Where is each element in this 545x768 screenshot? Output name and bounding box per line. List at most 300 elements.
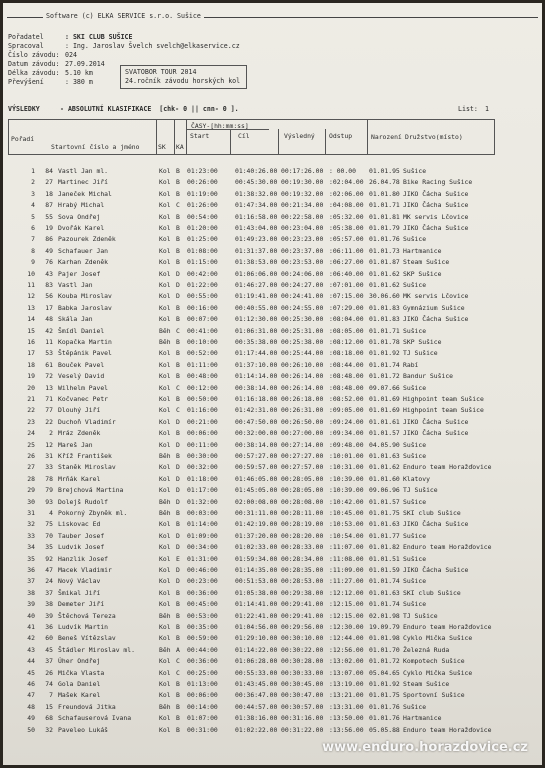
cell-cil: 01:43:04.00 xyxy=(235,224,278,232)
cell-por: 4 xyxy=(31,201,35,210)
cell-por: 46 xyxy=(27,680,35,688)
cell-sk: Kol xyxy=(159,486,171,495)
table-row xyxy=(3,520,542,530)
col-divider xyxy=(174,119,175,155)
cell-start: 00:06:00 xyxy=(187,691,218,700)
cell-cil: 01:06:28.00 xyxy=(235,657,278,666)
cell-nar: 01.01.78 xyxy=(369,338,400,346)
table-row xyxy=(3,691,542,701)
cell-od: :07:29.00 xyxy=(329,303,364,312)
cell-start: 00:54:00 xyxy=(187,212,218,221)
cell-sc: 56 xyxy=(45,292,53,301)
info-value: 024 xyxy=(65,51,77,59)
cell-od: :13:56.00 xyxy=(329,725,364,734)
cell-vys: 00:27:14.00 xyxy=(281,440,324,449)
cell-cil: 01:14:35.00 xyxy=(235,566,278,574)
cell-od: :11:07.00 xyxy=(329,543,364,552)
cell-cil: 01:46:05.00 xyxy=(235,474,278,483)
info-value: 27.09.2014 xyxy=(65,60,105,68)
cell-cil: 01:37:10.00 xyxy=(235,360,278,369)
cell-sc: 13 xyxy=(45,383,53,392)
table-row xyxy=(3,213,542,223)
table-row xyxy=(3,669,542,679)
cell-cil: 00:35:38.00 xyxy=(235,338,278,346)
cell-cil: 01:16:18.00 xyxy=(235,395,278,403)
cell-name: Pokorný Zbyněk ml. xyxy=(58,509,128,517)
cell-nar: 01.01.98 xyxy=(369,634,400,643)
cell-name: Kopačka Martin xyxy=(58,338,112,346)
cell-start: 01:18:00 xyxy=(187,474,218,483)
cell-por: 45 xyxy=(27,668,35,677)
cell-name: Mička Vlasta xyxy=(58,668,105,677)
cell-name: Dolejš Rudolf xyxy=(58,497,109,506)
cell-sk: Kol xyxy=(159,224,171,232)
cell-start: 00:48:00 xyxy=(187,372,218,381)
cell-sc: 39 xyxy=(45,611,53,620)
cell-por: 35 xyxy=(27,554,35,563)
cell-sc: 77 xyxy=(45,406,53,415)
cell-start: 00:50:00 xyxy=(187,395,218,403)
cell-od: :09:34.00 xyxy=(329,429,364,438)
cell-vys: 00:28:11.00 xyxy=(281,509,324,517)
cell-ka: B xyxy=(176,349,180,358)
cell-sk: Kol xyxy=(159,269,171,278)
info-label: Délka závodu: xyxy=(8,69,60,77)
cell-sc: 49 xyxy=(45,246,53,255)
cell-vys: 00:28:35.00 xyxy=(281,566,324,574)
cell-od: :13:21.00 xyxy=(329,691,364,700)
cell-cil: 01:45:05.00 xyxy=(235,486,278,495)
cell-nar: 01.01.95 xyxy=(369,167,400,175)
cell-vys: 00:30:45.00 xyxy=(281,680,324,688)
cell-dr: TJ Sušice xyxy=(403,349,438,358)
cell-sk: Kol xyxy=(159,292,171,301)
cell-ka: C xyxy=(176,201,180,210)
cell-ka: C xyxy=(176,326,180,335)
cell-cil: 00:59:57.00 xyxy=(235,463,278,472)
cell-nar: 01.01.76 xyxy=(369,702,400,711)
info-label: Číslo závodu: xyxy=(8,51,60,59)
cell-od: :05:38.00 xyxy=(329,224,364,232)
cell-ka: B xyxy=(176,315,180,324)
tour-subtitle: 24.ročník závodu horských kol xyxy=(125,77,241,85)
cell-sc: 84 xyxy=(45,167,53,175)
cell-sk: Běh xyxy=(159,326,171,335)
cell-por: 31 xyxy=(27,509,35,517)
cell-sk: Kol xyxy=(159,429,171,438)
cell-nar: 09.07.66 xyxy=(369,383,400,392)
cell-vys: 00:30:33.00 xyxy=(281,668,324,677)
cell-ka: B xyxy=(176,224,180,232)
cell-dr: Enduro team Horažďovice xyxy=(403,463,492,472)
cell-name: Beneš Vítězslav xyxy=(58,634,116,643)
cell-sc: 47 xyxy=(45,566,53,574)
cell-sc: 33 xyxy=(45,463,53,472)
cell-nar: 05.04.65 xyxy=(369,668,400,677)
cell-od: :10:45.00 xyxy=(329,509,364,517)
cell-dr: Sušice xyxy=(403,702,427,711)
cell-name: Gola Daniel xyxy=(58,680,101,688)
cell-name: Dlouhý Jiří xyxy=(58,406,101,415)
cell-sc: 83 xyxy=(45,281,53,289)
cell-cil: 01:06:06.00 xyxy=(235,269,278,278)
cell-nar: 01.01.72 xyxy=(369,657,400,666)
cell-sc: 19 xyxy=(45,224,53,232)
cell-sc: 60 xyxy=(45,634,53,643)
cell-vys: 00:26:31.00 xyxy=(281,406,324,415)
cell-cil: 01:59:34.00 xyxy=(235,554,278,563)
info-value: : Ing. Jaroslav Švelch svelch@elkaservice.cz xyxy=(65,42,240,50)
table-row xyxy=(3,452,542,462)
cell-por: 19 xyxy=(27,372,35,381)
cell-dr: JIKO Čácha Sušice xyxy=(403,520,469,529)
cell-name: Kočvanec Petr xyxy=(58,395,109,403)
cell-sc: 17 xyxy=(45,303,53,312)
cell-name: Hrabý Michal xyxy=(58,201,105,210)
cell-vys: 00:24:27.00 xyxy=(281,281,324,289)
cell-start: 00:59:00 xyxy=(187,634,218,643)
info-label: Převýšení xyxy=(8,78,44,86)
col-ka: KA xyxy=(176,143,184,151)
cell-dr: MK servis Lčovice xyxy=(403,212,469,221)
cell-ka: B xyxy=(176,303,180,312)
cell-ka: B xyxy=(176,714,180,723)
cell-name: Paveleo Lukáš xyxy=(58,725,109,734)
cell-nar: 01.01.87 xyxy=(369,258,400,267)
cell-nar: 01.01.76 xyxy=(369,714,400,723)
cell-por: 23 xyxy=(27,417,35,426)
cell-dr: Sušice xyxy=(403,497,427,506)
table-row xyxy=(3,589,542,599)
cell-dr: JIKO Čácha Sušice xyxy=(403,224,469,232)
cell-nar: 01.01.77 xyxy=(369,531,400,540)
cell-ka: B xyxy=(176,246,180,255)
cell-cil: 01:19:41.00 xyxy=(235,292,278,301)
cell-od: :08:18.00 xyxy=(329,349,364,358)
cell-cil: 00:47:50.00 xyxy=(235,417,278,426)
cell-dr: Highpoint team Sušice xyxy=(403,406,484,415)
cell-sk: Běh xyxy=(159,702,171,711)
cell-sk: Kol xyxy=(159,657,171,666)
cell-por: 11 xyxy=(27,281,35,289)
cell-nar: 02.01.98 xyxy=(369,611,400,620)
table-row xyxy=(3,201,542,211)
cell-vys: 00:24:55.00 xyxy=(281,303,324,312)
cell-nar: 01.01.74 xyxy=(369,600,400,609)
cell-por: 13 xyxy=(27,303,35,312)
col-poradi: Pořadí xyxy=(11,135,35,143)
cell-sk: Kol xyxy=(159,600,171,609)
cell-od: :10:39.00 xyxy=(329,474,364,483)
table-header-rule xyxy=(8,154,495,155)
cell-start: 01:25:00 xyxy=(187,235,218,244)
cell-sk: Kol xyxy=(159,566,171,574)
cell-od: :13:02.00 xyxy=(329,657,364,666)
cell-dr: TJ Sušice xyxy=(403,611,438,620)
col-vysledny: Výsledný xyxy=(284,132,315,140)
table-row xyxy=(3,441,542,451)
table-top-rule xyxy=(8,119,495,120)
cell-dr: Highpoint team Sušice xyxy=(403,395,484,403)
cell-cil: 01:14:22.00 xyxy=(235,645,278,654)
cell-name: Pajer Josef xyxy=(58,269,101,278)
cell-sk: Kol xyxy=(159,725,171,734)
cell-ka: D xyxy=(176,577,180,586)
table-row xyxy=(3,406,542,416)
cell-dr: TJ Sušice xyxy=(403,486,438,495)
cell-start: 00:21:00 xyxy=(187,417,218,426)
cell-dr: Sušice xyxy=(403,235,427,244)
cell-dr: Sušice xyxy=(403,281,427,289)
cell-sk: Kol xyxy=(159,463,171,472)
cell-name: Štádler Miroslav ml. xyxy=(58,645,135,654)
cell-sk: Kol xyxy=(159,668,171,677)
table-row xyxy=(3,532,542,542)
cell-od: :07:15.00 xyxy=(329,292,364,301)
cell-cil: 01:46:27.00 xyxy=(235,281,278,289)
table-row xyxy=(3,235,542,245)
cell-dr: JIKO Čácha Sušice xyxy=(403,315,469,324)
cell-por: 27 xyxy=(27,463,35,472)
cell-cil: 01:49:23.00 xyxy=(235,235,278,244)
cell-por: 22 xyxy=(27,406,35,415)
cell-dr: Cyklo Mička Sušice xyxy=(403,634,473,643)
col-casy: ČASY-[hh:mm:ss] xyxy=(191,122,249,130)
cell-start: 01:22:00 xyxy=(187,281,218,289)
cell-sk: Kol xyxy=(159,360,171,369)
info-label: Spracoval xyxy=(8,42,44,50)
cell-od: :06:27.00 xyxy=(329,258,364,267)
cell-cil: 01:12:30.00 xyxy=(235,315,278,324)
cell-sc: 76 xyxy=(45,258,53,267)
cell-dr: Sušice xyxy=(403,326,427,335)
cell-dr: SKI club Sušice xyxy=(403,509,461,517)
cell-name: Schafauserová Ivana xyxy=(58,714,132,723)
cell-vys: 00:30:57.00 xyxy=(281,702,324,711)
cell-sc: 87 xyxy=(45,201,53,210)
cell-sc: 72 xyxy=(45,372,53,381)
cell-sc: 32 xyxy=(45,725,53,734)
results-sheet xyxy=(3,3,542,765)
cell-vys: 00:26:10.00 xyxy=(281,360,324,369)
cell-dr: JIKO Čácha Sušice xyxy=(403,201,469,210)
cell-cil: 01:16:58.00 xyxy=(235,212,278,221)
cell-start: 00:36:00 xyxy=(187,588,218,597)
table-row xyxy=(3,178,542,188)
cell-ka: B xyxy=(176,600,180,609)
table-row xyxy=(3,566,542,576)
cell-vys: 00:29:38.00 xyxy=(281,588,324,597)
cell-start: 01:19:00 xyxy=(187,189,218,198)
cell-dr: Enduro team Horažďovice xyxy=(403,543,492,552)
cell-nar: 01.01.69 xyxy=(369,395,400,403)
cell-por: 30 xyxy=(27,497,35,506)
cell-ka: B xyxy=(176,258,180,267)
cell-ka: B xyxy=(176,520,180,529)
cell-od: :06:11.00 xyxy=(329,246,364,255)
cell-name: Babka Jaroslav xyxy=(58,303,112,312)
cell-od: :08:04.00 xyxy=(329,315,364,324)
cell-ka: D xyxy=(176,417,180,426)
col-start: Start xyxy=(190,132,210,140)
cell-por: 1 xyxy=(31,167,35,175)
cell-vys: 00:23:53.00 xyxy=(281,258,324,267)
cell-vys: 00:26:14.00 xyxy=(281,372,324,381)
cell-vys: 00:29:56.00 xyxy=(281,623,324,631)
cell-dr: Sušice xyxy=(403,440,427,449)
cell-cil: 00:40:55.00 xyxy=(235,303,278,312)
table-row xyxy=(3,258,542,268)
cell-vys: 00:24:41.00 xyxy=(281,292,324,301)
cell-sk: Kol xyxy=(159,474,171,483)
cell-dr: Enduro team Horažďovice xyxy=(403,725,492,734)
cell-por: 3 xyxy=(31,189,35,198)
cell-start: 00:25:00 xyxy=(187,668,218,677)
cell-por: 5 xyxy=(31,212,35,221)
cell-od: :10:54.00 xyxy=(329,531,364,540)
cell-ka: D xyxy=(176,497,180,506)
cell-por: 7 xyxy=(31,235,35,244)
table-row xyxy=(3,327,542,337)
cell-start: 00:30:00 xyxy=(187,452,218,460)
cell-ka: B xyxy=(176,429,180,438)
table-row xyxy=(3,418,542,428)
cell-sk: Kol xyxy=(159,714,171,723)
cell-por: 43 xyxy=(27,645,35,654)
cell-sk: Kol xyxy=(159,623,171,631)
cell-vys: 00:30:10.00 xyxy=(281,634,324,643)
cell-nar: 01.01.83 xyxy=(369,303,400,312)
cell-vys: 00:23:04.00 xyxy=(281,224,324,232)
cell-vys: 00:19:30.00 xyxy=(281,178,324,187)
cell-vys: 00:25:38.00 xyxy=(281,338,324,346)
cell-od: :09:05.00 xyxy=(329,406,364,415)
cell-por: 14 xyxy=(27,315,35,324)
tour-title: SVATOBOR TOUR 2014 xyxy=(125,68,197,76)
cell-name: Štěchová Tereza xyxy=(58,611,116,620)
cell-od: :10:01.00 xyxy=(329,452,364,460)
cell-sc: 7 xyxy=(49,691,53,700)
info-value: 5.10 km xyxy=(65,69,93,77)
cell-cil: 01:42:31.00 xyxy=(235,406,278,415)
cell-por: 21 xyxy=(27,395,35,403)
cell-vys: 00:23:23.00 xyxy=(281,235,324,244)
cell-start: 00:32:00 xyxy=(187,463,218,472)
cell-por: 24 xyxy=(27,429,35,438)
cell-ka: A xyxy=(176,645,180,654)
cell-nar: 01.01.63 xyxy=(369,452,400,460)
cell-start: 00:12:00 xyxy=(187,383,218,392)
cell-sk: Kol xyxy=(159,531,171,540)
cell-start: 01:32:00 xyxy=(187,497,218,506)
cell-od: :10:39.00 xyxy=(329,486,364,495)
cell-por: 34 xyxy=(27,543,35,552)
col-divider xyxy=(367,119,368,155)
cell-od: :07:01.00 xyxy=(329,281,364,289)
cell-sc: 79 xyxy=(45,486,53,495)
cell-por: 16 xyxy=(27,338,35,346)
cell-vys: 00:28:05.00 xyxy=(281,486,324,495)
cell-nar: 01.01.71 xyxy=(369,201,400,210)
table-row xyxy=(3,486,542,496)
cell-nar: 01.01.79 xyxy=(369,224,400,232)
cell-start: 00:45:00 xyxy=(187,600,218,609)
table-row xyxy=(3,304,542,314)
cell-sc: 12 xyxy=(45,440,53,449)
cell-sc: 38 xyxy=(45,600,53,609)
cell-dr: JIKO Čácha Sušice xyxy=(403,417,469,426)
cell-name: Skála Jan xyxy=(58,315,93,324)
cell-nar: 01.01.62 xyxy=(369,281,400,289)
cell-od: :10:31.00 xyxy=(329,463,364,472)
cell-start: 00:06:00 xyxy=(187,429,218,438)
cell-cil: 01:14:14.00 xyxy=(235,372,278,381)
cell-por: 28 xyxy=(27,474,35,483)
cell-sk: Kol xyxy=(159,395,171,403)
cell-ka: B xyxy=(176,189,180,198)
cell-start: 00:14:00 xyxy=(187,702,218,711)
cell-dr: SKP Sušice xyxy=(403,269,442,278)
col-sk: SK xyxy=(158,143,166,151)
cell-sc: 2 xyxy=(49,429,53,438)
cell-start: 00:23:00 xyxy=(187,577,218,586)
cell-dr: Klatovy xyxy=(403,474,430,483)
cell-name: Mrňák Karel xyxy=(58,474,101,483)
cell-por: 32 xyxy=(27,520,35,529)
cell-cil: 01:04:56.00 xyxy=(235,623,278,631)
cell-ka: B xyxy=(176,212,180,221)
cell-nar: 01.01.74 xyxy=(369,360,400,369)
cell-cil: 01:38:16.00 xyxy=(235,714,278,723)
cell-od: :13:31.00 xyxy=(329,702,364,711)
cell-name: Úher Ondřej xyxy=(58,657,101,666)
page-number: 1 xyxy=(485,105,489,113)
cell-start: 01:16:00 xyxy=(187,406,218,415)
cell-ka: D xyxy=(176,531,180,540)
cell-por: 41 xyxy=(27,623,35,631)
table-row xyxy=(3,623,542,633)
cell-sk: Kol xyxy=(159,258,171,267)
page-label: List: xyxy=(458,105,478,113)
cell-cil: 00:38:14.00 xyxy=(235,440,278,449)
cell-ka: B xyxy=(176,372,180,381)
cell-vys: 00:24:06.00 xyxy=(281,269,324,278)
col-divider xyxy=(156,119,157,155)
cell-dr: JIKO Čácha Sušice xyxy=(403,429,469,438)
cell-sk: Běh xyxy=(159,497,171,506)
cell-sk: Kol xyxy=(159,691,171,700)
cell-ka: D xyxy=(176,281,180,289)
cell-vys: 00:28:05.00 xyxy=(281,474,324,483)
cell-name: Šmídl Daniel xyxy=(58,326,105,335)
cell-cil: 01:42:19.00 xyxy=(235,520,278,529)
cell-nar: 04.05.90 xyxy=(369,440,400,449)
cell-nar: 26.04.78 xyxy=(369,178,400,187)
col-startovni: Startovní číslo a jméno xyxy=(51,143,140,151)
cell-nar: 01.01.59 xyxy=(369,566,400,574)
cell-cil: 01:31:37.00 xyxy=(235,246,278,255)
col-cil: Cíl xyxy=(238,132,250,140)
cell-vys: 00:31:16.00 xyxy=(281,714,324,723)
cell-start: 01:13:00 xyxy=(187,680,218,688)
cell-ka: C xyxy=(176,406,180,415)
cell-cil: 00:31:11.00 xyxy=(235,509,278,517)
cell-por: 47 xyxy=(27,691,35,700)
cell-od: :08:52.00 xyxy=(329,395,364,403)
cell-dr: Sportovní Sušice xyxy=(403,691,465,700)
cell-nar: 01.01.92 xyxy=(369,349,400,358)
cell-od: :08:48.00 xyxy=(329,372,364,381)
